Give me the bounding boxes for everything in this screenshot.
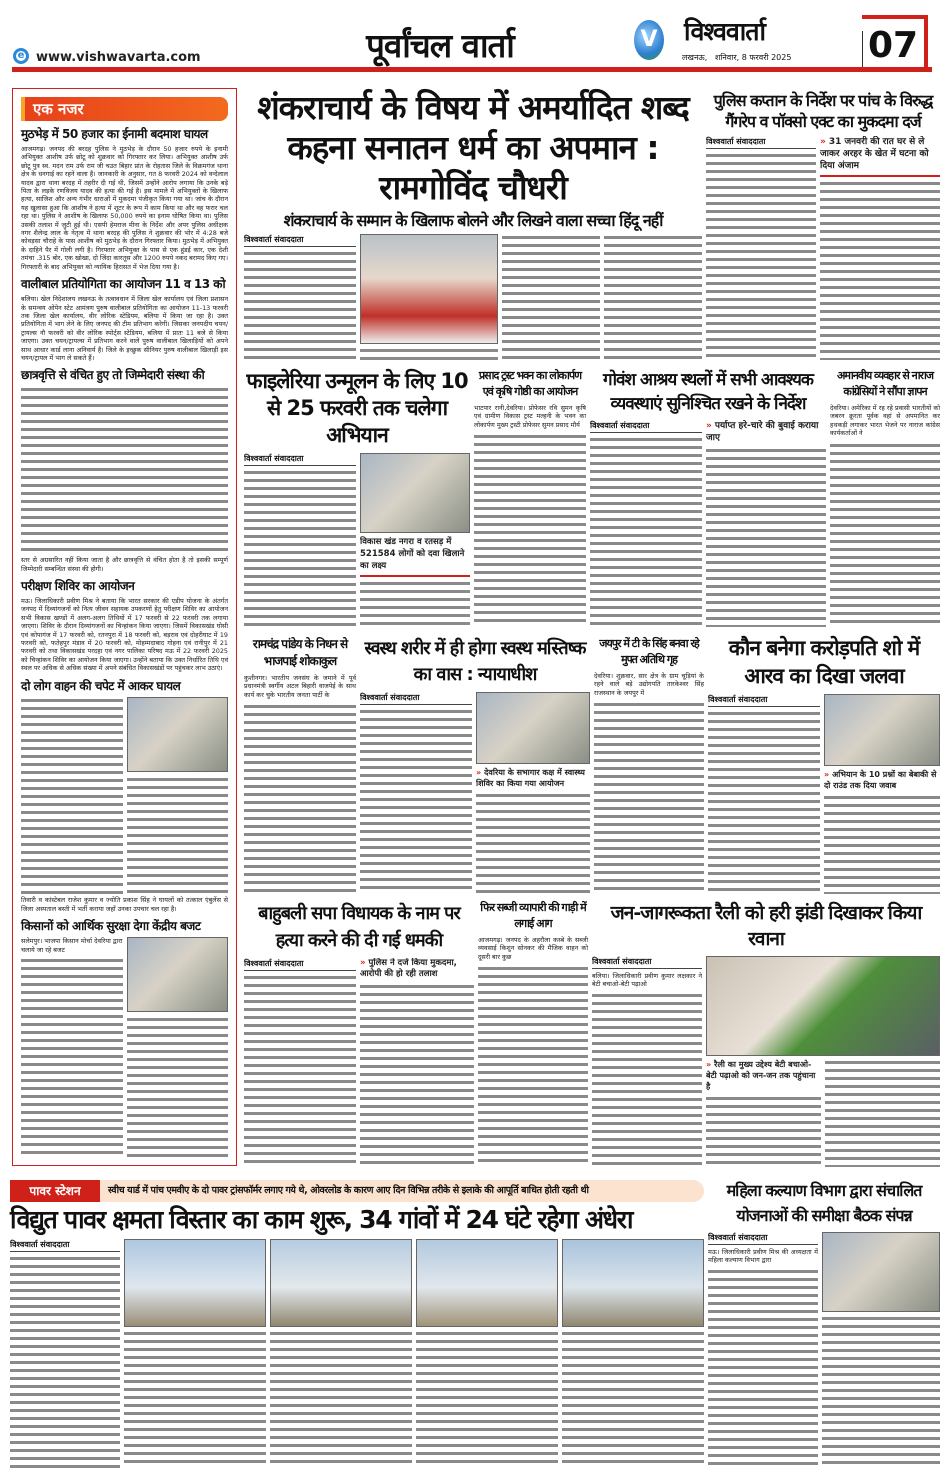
women-welfare-story bbox=[708, 1178, 940, 1468]
byline: विश्ववार्ता संवाददाता bbox=[244, 234, 356, 247]
review-meeting-photo bbox=[822, 1232, 940, 1312]
article-lead: आजमगढ़। जनपद के अहरौला कस्बे के सब्जी व्यवसाई किशुन सोनकर की मैजिक वाहन को दूसरी बार कुछ bbox=[478, 936, 588, 961]
main-subhead: शंकराचार्य के सम्मान के खिलाफ बोलने और लिखने वाला सच्चा हिंदू नहीं bbox=[283, 211, 663, 230]
pandey-headline: रामचंद्र पांडेय के निधन से भाजपाई शोकाकुल bbox=[252, 637, 348, 668]
article-title: वालीबाल प्रतियोगिता का आयोजन 11 व 13 को bbox=[21, 277, 226, 292]
article-body-text bbox=[360, 580, 470, 627]
power-story bbox=[10, 1180, 704, 1468]
power-station-label: पावर स्टेशन bbox=[10, 1180, 100, 1202]
substation-photo-4 bbox=[562, 1239, 704, 1327]
right-top-headline: पुलिस कप्तान के निर्देश पर पांच के विरुद्ध गैंगरेप व पॉक्सो एक्ट का मुकदमा दर्ज bbox=[713, 91, 933, 131]
govansh-headline: गोवंश आश्रय स्थलों में सभी आवश्यक व्यवस्थाएं सुनिश्चित रखने के निर्देश bbox=[603, 370, 813, 414]
threat-headline: बाहुबली सपा विधायक के नाम पर हत्या करने की दी गई धमकी bbox=[258, 903, 460, 951]
article-body-text bbox=[416, 1330, 558, 1468]
brand-name: विश्ववार्ता bbox=[684, 17, 766, 46]
masthead-rule bbox=[12, 67, 932, 72]
article-lead: देवरिया। अमेरिका में रह रहे प्रवासी भारतीयों को जबरन क्रूरता पूर्वक वहां से अपमानित कर हथकड़ी लगाकर भारत भेजने पर नाराज कांग्रेस कार्यकर्ताओं ने bbox=[830, 404, 940, 438]
byline: विश्ववार्ता संवाददाता bbox=[706, 136, 816, 149]
article-body-text bbox=[474, 433, 586, 627]
pullquote: » पुलिस ने दर्ज किया मुकदमा, आरोपी की हो रही तलाश bbox=[360, 958, 457, 979]
article-body-text bbox=[825, 1059, 940, 1167]
article-lead: भाटपार रानी,देवरिया। प्रोफेसर रवि सुमन कृषि एवं ग्रामीण विकास ट्रस्ट मल्हनी के भवन का लोकार्पण मुख्य ट्रस्टी प्रोफेसर सुमन प्रसाद मौर्य bbox=[474, 404, 586, 429]
pullquote: » 31 जनवरी की रात घर से ले जाकर अरहर के खेत में घटना को दिया अंजाम bbox=[820, 136, 940, 177]
accident-photo bbox=[127, 697, 229, 772]
kbc-photo bbox=[824, 694, 940, 766]
article-lead: देवरिया। शुक्रवार, सार क्षेत्र के ग्राम चूड़ियां के रहने वाले बड़े उद्योगपति तारकेश्वर सिंह राजस्थान के जयपुर में bbox=[594, 672, 704, 697]
power-headline: विद्युत पावर क्षमता विस्तार का काम शुरू, 34 गांवों में 24 घंटे रहेगा अंधेरा bbox=[10, 1205, 633, 1234]
pullquote: » अभियान के 10 प्रश्नों का बेबाकी से दो राउंड तक दिया जवाब bbox=[824, 770, 937, 790]
article-title: किसानों को आर्थिक सुरक्षा देगा केंद्रीय बजट bbox=[21, 919, 201, 934]
jaipur-story bbox=[594, 636, 704, 894]
pullquote: » रैली का मुख्य उद्देश्य बेटी बचाओ-बेटी पढ़ाओ को जन-जन तक पहुंचाना है bbox=[706, 1060, 816, 1091]
right-top-story bbox=[706, 90, 940, 360]
article-body: स्तर से अग्रसारित नहीं किया जाता है और छात्रवृत्ति से वंचित होता है तो इसकी सम्पूर्ण जिम्मेदारी सम्बन्धित संस्था की होगी। bbox=[21, 556, 228, 573]
substation-photo-1 bbox=[124, 1239, 266, 1327]
byline: विश्ववार्ता संवाददाता bbox=[244, 453, 356, 466]
pullquote: विकास खंड नगरा व रतसड़ में 521584 लोगों को दवा खिलाने का लक्ष्य bbox=[360, 537, 465, 571]
article-body: मऊ। जिलाधिकारी प्रवीण मिश्र ने बताया कि भारत सरकार की एडीप योजना के अंतर्गत जनपद में दिव्यांगजनों को नित्य जीवन सहायक उपकरणों हेतु परीक्षण शिविर का आयोजन सभी विकास खण्डों में अलग-अलग तिथियों में 17 फरवरी से 22 फरवरी तक लगाया जाएगा। शिविर के दौरान दिव्यांगजनों का चिन्हांकन किया जाएगा। जिसमें विकासखंड घोसी एवं कोपागंज में 17 फरवरी को, रतनपुरा में 18 फरवरी को, बड़राव एवं दोहरीघाट में 19 फरवरी को, फतेहपुर मंडाव में 20 फरवरी को, मोहम्मदाबाद गोहना एवं रानीपुर में 21 फरवरी को तथा विकासखंड परदहा एवं नगर पालिका परिषद मऊ में 22 फरवरी 2025 को चिन्हांकन शिविर का आयोजन किया जाएगा। उन्होंने बताया कि उक्त निर्धारित तिथि एवं स्थल पर अधिक से अधिक संख्या में अपने संबंधित विकासखंडों पर पहुंचकर लाभ उठाएं। bbox=[21, 596, 228, 673]
kbc-headline: कौन बनेगा करोड़पति शो में आरव का दिखा जलवा bbox=[728, 636, 920, 688]
health-headline: स्वस्थ शरीर में ही होगा स्वस्थ मस्तिष्क का वास : न्यायाधीश bbox=[364, 638, 586, 685]
dateline: लखनऊ, शनिवार, 8 फरवरी 2025 bbox=[682, 53, 792, 62]
health-camp-photo bbox=[476, 692, 590, 764]
section-title: पूर्वांचल वार्ता bbox=[366, 26, 514, 65]
article-lead: मऊ। जिलाधिकारी प्रवीण मिश्र की अध्यक्षता में महिला कल्याण विभाग द्वारा bbox=[708, 1248, 818, 1265]
article-body-text bbox=[594, 701, 704, 894]
jaipur-headline: जयपुर में टी के सिंह बनवा रहे मुफ्त अतिथि गृह bbox=[599, 637, 699, 666]
article-lead: कुशीनगर। भारतीय जनसंघ के जमाने में पूर्व प्रधानमंत्री स्वर्गीय अटल बिहारी वाजपेई के साथ कार्य कर चुके भारतीय जनता पार्टी के bbox=[244, 674, 356, 699]
article-body: बलिया। खेल निदेशालय लखनऊ के तत्वावधान में जिला खेल कार्यालय एवं जिला प्रशासन के समन्वय ओपेन स्टेट आमंत्रण पुरुष वालीबाल प्रतियोगिता का आयोजन 11-13 फरवरी तक जिला खेल कार्यालय, वीर लोरिक स्टेडियम, बलिया में किया जा रहा है। उक्त प्रतियोगिता में भाग लेने के लिए जनपद की टीम प्रतिभाग करेगी। जिसका जनपदीय चयन/ ट्रायल्स नौ फरवरी को वीर लोरिक स्पोर्ट्स स्टेडियम, बलिया में प्रातः 11 बजे से किया जाएगा। उक्त चयन/ट्रायल्स में प्रतिभाग करने वाले पुरुष वालीबाल खिलाड़ियों को अपने साथ आधार कार्ड लाना अनिवार्य है। जिले के इच्छुक सीनियर पुरुष वालीबाल खिलाड़ी इस चयन/ट्रायल में भाग ले सकते हैं। bbox=[21, 295, 228, 362]
byline: विश्ववार्ता संवाददाता bbox=[708, 694, 820, 707]
ramgovind-chaudhary-photo bbox=[360, 234, 498, 344]
box-title: एक नजर bbox=[21, 97, 228, 121]
main-headline: शंकराचार्य के विषय में अमर्यादित शब्द कहना सनातन धर्म का अपमान : रामगोविंद चौधरी bbox=[257, 88, 689, 207]
article-body-text bbox=[590, 436, 702, 627]
article-body-text bbox=[21, 957, 123, 1157]
article-body: तिवारी व कांस्टेबल राजेश कुमार व ज्योति प्रकाश सिंह ने घायलों को तत्काल एंबुलेंस से जिला अस्पताल बस्ती में भर्ती कराया जहाँ उनका उपचार चल रहा है। bbox=[21, 896, 228, 913]
left-news-box bbox=[12, 88, 237, 1166]
divider bbox=[360, 575, 470, 577]
article-lead: बलिया। जिलाधिकारी प्रवीण कुमार लक्षकार ने बेटी बचाओ-बेटी पढ़ाओ bbox=[592, 972, 702, 989]
article-body-text bbox=[244, 703, 356, 894]
substation-photo-2 bbox=[270, 1239, 412, 1327]
rally-photo bbox=[706, 956, 940, 1056]
kbc-story bbox=[708, 634, 940, 894]
substation-photo-3 bbox=[416, 1239, 558, 1327]
masthead bbox=[0, 0, 945, 75]
kicker: स्वीच यार्ड में पांच एमवीए के दो पावर ट्रांसफॉर्मर लगाए गये थे, ओवरलोड के कारण आए दिन विभिन्न तरीके से इलाके की आपूर्ति बाधित होती रहती थी bbox=[100, 1180, 704, 1202]
article-body-text bbox=[360, 983, 474, 1167]
fire-headline: फिर सब्जी व्यापारी की गाड़ी में लगाई आग bbox=[480, 901, 586, 930]
byline: विश्ववार्ता संवाददाता bbox=[708, 1232, 818, 1245]
rally-headline: जन-जागरूकता रैली को हरी झंडी दिखाकर किया रवाना bbox=[610, 902, 922, 950]
article-body-text bbox=[830, 442, 940, 627]
byline: विश्ववार्ता संवाददाता bbox=[244, 958, 356, 971]
pandey-story bbox=[244, 636, 356, 894]
article-body-text bbox=[244, 250, 356, 360]
pullquote: » देवरिया के सभागार कक्ष में स्वास्थ्य शिविर का किया गया आयोजन bbox=[476, 768, 585, 788]
pullquote: » पर्याप्त हरे-चारे की बुवाई कराया जाए bbox=[706, 421, 819, 443]
article-body-text bbox=[124, 1330, 266, 1468]
prasad-story bbox=[474, 368, 586, 627]
brand-logo-icon: V bbox=[634, 20, 664, 60]
health-story bbox=[360, 636, 590, 894]
article-body-text bbox=[562, 1330, 704, 1468]
article-body-text bbox=[10, 1255, 120, 1468]
article-body-text bbox=[706, 447, 826, 627]
article-body-text bbox=[824, 794, 940, 894]
article-title: मुठभेड़ में 50 हजार का ईनामी बदमाश घायल bbox=[21, 127, 208, 141]
article-body-text bbox=[708, 1268, 818, 1468]
byline: विश्ववार्ता संवाददाता bbox=[592, 956, 702, 969]
article-body-text bbox=[706, 152, 816, 360]
article-title: दो लोग वाहन की चपेट में आकर घायल bbox=[21, 678, 181, 693]
filaria-story bbox=[244, 368, 470, 627]
rally-story bbox=[592, 900, 940, 1167]
congress-story bbox=[830, 368, 940, 627]
article-body-text bbox=[360, 708, 472, 894]
article-body-text bbox=[592, 992, 702, 1167]
page-number-box bbox=[862, 15, 928, 72]
filaria-headline: फाइलेरिया उन्मूलन के लिए 10 से 25 फरवरी तक चलेगा अभियान bbox=[246, 369, 468, 447]
page-number: 07 bbox=[868, 25, 919, 66]
article-body-text bbox=[820, 180, 940, 360]
article-body: आजमगढ़। जनपद की बरदह पुलिस ने मुठभेड़ के दौरान 50 हजार रुपये के इनामी अभियुक्त आशीष उर्फ छोटू को शुक्रवार को गिरफ्तार कर लिया। अभियुक्त आशीष उर्फ छोटू पुत्र स्व. मदन राम उर्फ राम जी चउत बिहार प्रांत के रोहतास जिले के विक्रमगंज थाना क्षेत्र के धनगाई का रहने वाला है। जानकारी के अनुसार, गत 8 फरवरी 2024 को वन्देलाल यादव द्वारा थाना बरदह में तहरीर दी गई थी, जिसमें उन्होंने आरोप लगाया कि उनके बड़े पिता के लड़के रणविजय यादव की हत्या की गई है। इस मामले में अभियुक्तों के खिलाफ हत्या, साजिश और अन्य गंभीर धाराओं में मुकदमा पंजीकृत किया गया था। जांच के दौरान यह खुलासा हुआ कि आशीष ने हत्या में शूटर के रूप में काम किया था और वह फरार चल रहा था। पुलिस ने आशीष के खिलाफ 50,000 रुपये का इनाम घोषित किया था। पुलिस उसकी तलाश में जुटी हुई थी। एसपी हेमराज मीना के निर्देश और अपर पुलिस अधीक्षक नगर शैलेन्द्र लाल के नेतृत्व में थाना बरदह की पुलिस ने शुक्रवार की भोर में 4:28 बजे कोवड़सा चौराहे के पास आशीष को मुठभेड़ के दौरान गिरफ्तार किया। मुठभेड़ में अभियुक्त के दाहिने पैर में गोली लगी है। गिरफ्तार अभियुक्त के पास से एक हुंडई कार, एक देशी तमंचा .315 बोर, एक खोखा, दो जिंदा कारतूस और 1200 रुपये नकद बरामद किए गए। गिरफ्तारी के बाद अभियुक्त को न्यायिक हिरासत में भेज दिया गया है। bbox=[21, 145, 228, 271]
browser-e-icon: e bbox=[13, 48, 29, 64]
article-body-text bbox=[476, 792, 590, 894]
article-body-text bbox=[244, 469, 356, 627]
website-link[interactable]: www.vishwavarta.com bbox=[36, 50, 201, 65]
article-body: सलेमपुर। भाजपा किसान मोर्चा देवरिया द्वारा चलाये जा रहे बजट bbox=[21, 937, 123, 954]
article-body-text bbox=[21, 697, 123, 897]
filaria-campaign-photo bbox=[360, 453, 470, 533]
article-body-text bbox=[127, 776, 229, 897]
article-body-text bbox=[127, 1016, 229, 1157]
article-body-text bbox=[270, 1330, 412, 1468]
congress-headline: अमानवीय व्यवहार से नाराज कांग्रेसियों ने सौंपा ज्ञापन bbox=[836, 369, 934, 398]
article-body-text bbox=[360, 347, 498, 360]
article-body-text bbox=[708, 710, 820, 894]
prasad-headline: प्रसाद ट्रस्ट भवन का लोकार्पण एवं कृषि गोष्ठी का आयोजन bbox=[478, 369, 582, 398]
article-body-text bbox=[478, 965, 588, 1167]
article-title: छात्रवृत्ति से वंचित हुए तो जिम्मेदारी संस्था की bbox=[21, 368, 205, 383]
byline: विश्ववार्ता संवाददाता bbox=[10, 1239, 120, 1252]
article-body-text bbox=[502, 234, 600, 360]
article-body-text bbox=[21, 386, 228, 556]
byline: विश्ववार्ता संवाददाता bbox=[360, 692, 472, 705]
byline: विश्ववार्ता संवाददाता bbox=[590, 420, 702, 433]
fire-story bbox=[478, 900, 588, 1167]
lead-story bbox=[244, 88, 702, 360]
article-body-text bbox=[706, 1095, 821, 1167]
article-body-text bbox=[822, 1315, 940, 1468]
govansh-story bbox=[590, 368, 826, 627]
women-welfare-headline: महिला कल्याण विभाग द्वारा संचालित योजनाओं की समीक्षा बैठक संपन्न bbox=[726, 1181, 922, 1225]
article-body-text bbox=[244, 974, 356, 1167]
threat-story bbox=[244, 900, 474, 1167]
budget-meeting-photo bbox=[127, 937, 229, 1012]
article-body-text bbox=[604, 234, 702, 360]
article-title: परीक्षण शिविर का आयोजन bbox=[21, 578, 135, 593]
